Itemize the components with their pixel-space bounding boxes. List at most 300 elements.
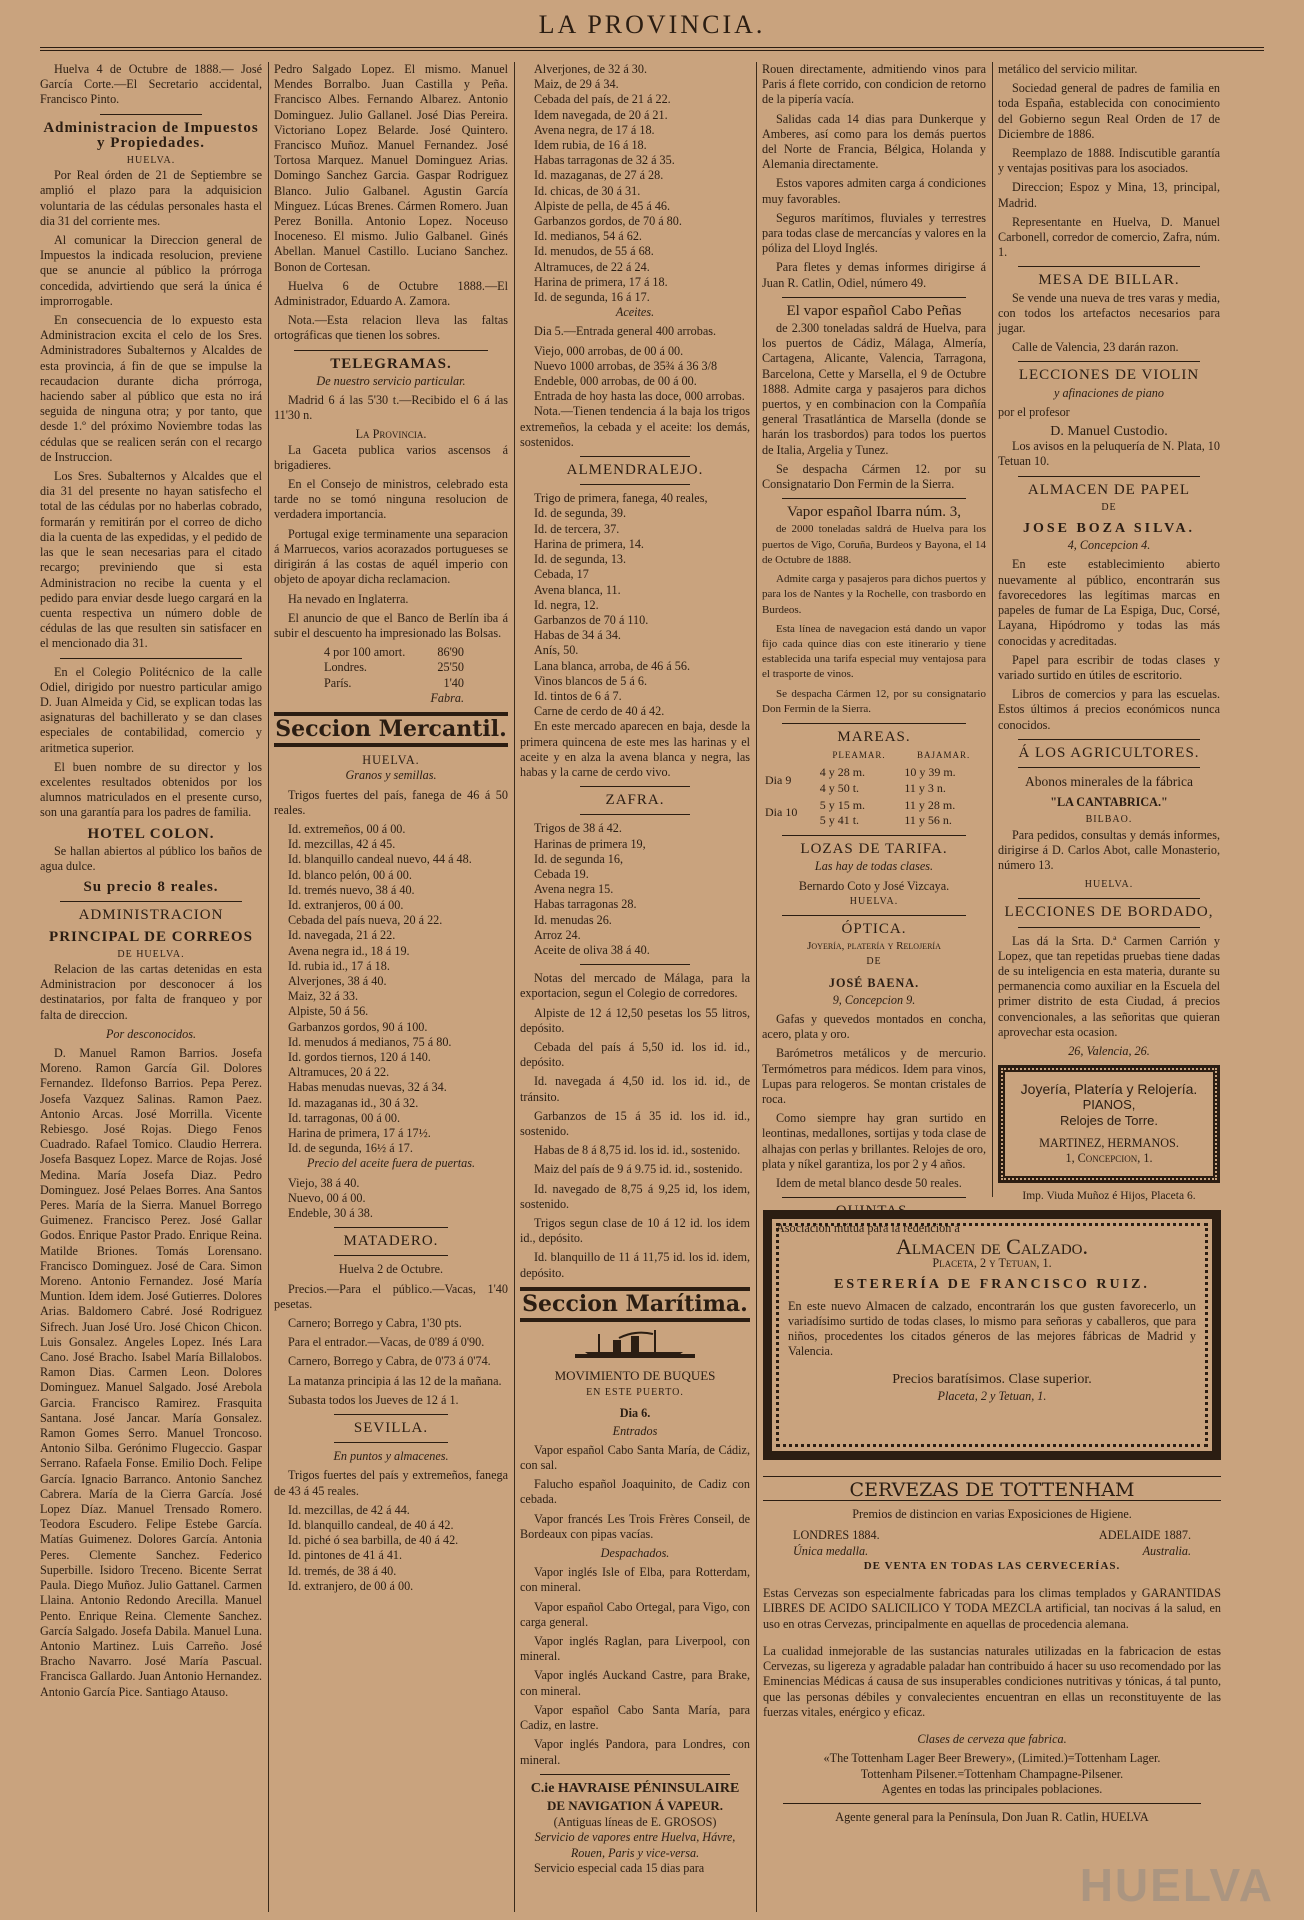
correos-paragraph: Relacion de las cartas detenidas en esta Administracion por desconocer á los destinatarios, por falta de franqueo y por falta de direccion. (40, 961, 262, 1022)
rule (1018, 927, 1200, 928)
pleamar-header: PLEAMAR. (832, 750, 886, 761)
joyeria-line: PIANOS, (1082, 1097, 1136, 1113)
despachado-item: Vapor inglés Isle of Elba, para Rotterdam, con mineral. (520, 1565, 750, 1595)
despachado-item: Vapor inglés Raglan, para Liverpool, con mineral. (520, 1634, 750, 1664)
rule (334, 1227, 448, 1228)
mercantil-item: Id. menudos á medianos, 75 á 80. (288, 1034, 452, 1049)
havraise-text: Para fletes y demas informes dirigirse á Juan R. Catlin, Odiel, número 49. (762, 260, 986, 290)
column-3 (520, 62, 750, 1912)
billar-title: MESA DE BILLAR. (1038, 272, 1180, 289)
rule (294, 350, 488, 351)
colegio-text: En el Colegio Politécnico de la calle Odiel, dirigido por nuestro particular amigo D. Juan Almeida y Cid, se explican todas las asignaturas del bachillerato y se dan clases especiales de contabilidad, comercio y aritmetica superior. (40, 664, 262, 755)
papel-title: ALMACEN DE PAPEL (1027, 481, 1191, 498)
agricultores-city: BILBAO. (1085, 814, 1133, 826)
malaga-list (520, 1006, 750, 1281)
despachado-item: Vapor inglés Pandora, para Londres, con mineral. (520, 1737, 750, 1767)
rule (1018, 476, 1200, 477)
rule (60, 658, 242, 659)
market-item: Id. menudos, de 55 á 68. (534, 244, 654, 259)
cervezas-title: CERVEZAS DE TOTTENHAM (849, 1479, 1135, 1501)
rule (580, 456, 690, 457)
market-item: Harina de primera, 17 á 18. (534, 274, 668, 289)
cervezas-clases: Clases de cerveza que fabrica. (917, 1732, 1067, 1747)
almendralejo-item: Garbanzos de 70 á 110. (534, 612, 649, 627)
correos-sub2: Por desconocidos. (105, 1026, 197, 1041)
cervezas-londres: LONDRES 1884. (793, 1528, 880, 1543)
malaga-item: Maiz del país de 9 á 9.75 id. id., sostenido. (534, 1162, 743, 1177)
ibarra-text: Admite carga y pasajeros para dichos puertos y para los de Nantes y la Rochelle, con trasbordo en Burdeos. (762, 573, 986, 616)
rule (60, 901, 242, 902)
almendralejo-item: Lana blanca, arroba, de 46 á 56. (534, 658, 690, 673)
matadero-text: Para el entrador.—Vacas, de 0'89 á 0'90. (288, 1335, 485, 1350)
sevilla-list (274, 1503, 508, 1594)
admin-paragraph: Los Sres. Subalternos y Alcaldes que el dia 31 del presente no hayan satisfecho el total de las cédulas por no haberlas cobrado, formarán y remitirán por el correo de dicho dia la cuenta de las expedidas, y el pedido de las que le sean necesarias para el citado recargo; previniendo que si esta Administracion no recibe la cuenta y el pedido para enviar desde luego cargará en la cuenta respectiva un número doble de cédulas de las que resulten sin satisfacer en el mencionado dia 31. (40, 469, 262, 651)
rule (540, 1774, 730, 1775)
agricultores-text: Abonos minerales de la fábrica (1025, 773, 1193, 789)
entrada-item: Falucho español Joaquinito, de Cadiz con cebada. (520, 1477, 750, 1507)
zafra-item: Avena negra 15. (534, 882, 614, 897)
calzado-text: En este nuevo Almacen de calzado, encontrarán los que gusten favorecerlo, un variadísimo surtido de todas clases, lo mismo para señoras y caballeros, que para niños, procedentes los citados géneros de las mejores fábricas de Madrid y Valencia. (788, 1298, 1196, 1359)
mareas-time: 4 y 28 m. (819, 765, 866, 780)
market-item: Alpiste de pella, de 45 á 46. (534, 198, 671, 213)
cabo-penas-title: El vapor español Cabo Peñas (786, 302, 962, 319)
malaga-item: Garbanzos de 15 á 35 id. los id. id., sostenido. (520, 1108, 750, 1138)
rule (100, 114, 202, 115)
papel-text: Libros de comercios y para las escuelas. Estos últimos á precios económicos nunca conocidos. (998, 687, 1220, 732)
optica-address: 9, Concepcion 9. (832, 992, 916, 1007)
cervezas-adelaide: ADELAIDE 1887. (1098, 1528, 1191, 1543)
mercantil-item: Habas menudas nuevas, 32 á 34. (288, 1080, 447, 1095)
zafra-item: Aceite de oliva 38 á 40. (534, 942, 650, 957)
papel-address: 4, Concepcion 4. (1067, 538, 1151, 553)
bordado-address: 26, Valencia, 26. (1068, 1043, 1150, 1058)
masthead: LA PROVINCIA. (538, 10, 766, 39)
mareas-header (762, 747, 986, 764)
quintas-text: Representante en Huelva, D. Manuel Carbonell, corredor de comercio, Zafra, núm. 1. (998, 214, 1220, 260)
sevilla-intro: Trigos fuertes del país y extremeños, fanega de 43 á 45 reales. (274, 1468, 508, 1498)
aceites-sub: Aceites. (615, 305, 655, 320)
rule (1018, 739, 1200, 740)
mercantil-sub2: Granos y semillas. (345, 768, 437, 783)
mercantil-item: Cebada del país nueva, 20 á 22. (288, 913, 443, 928)
papel-name: JOSE BOZA SILVA. (1022, 521, 1196, 537)
calzado-address: Placeta, 2 y Tetuan, 1. (932, 1256, 1052, 1271)
bolsa-row (324, 660, 464, 675)
despachado-item: Vapor español Cabo Ortegal, para Vigo, con carga general. (520, 1599, 750, 1629)
joyeria-address: 1, Concepcion, 1. (1065, 1150, 1153, 1165)
violin-text: Los avisos en la peluquería de N. Plata, 10 Tetuan 10. (998, 439, 1220, 469)
violin-text: por el profesor (998, 404, 1070, 419)
malaga-text: Notas del mercado de Málaga, para la exportacion, segun el Colegio de corredores. (520, 971, 750, 1001)
mareas-pleamar (817, 797, 902, 829)
hotel-price: Su precio 8 reales. (83, 879, 219, 896)
malaga-item: Trigos segun clase de 10 á 12 id. los idem id., depósito. (520, 1216, 750, 1246)
telegram-text: El anuncio de que el Banco de Berlín iba á subir el descuento ha impresionado las Bolsas. (274, 610, 508, 640)
hotel-title: HOTEL COLON. (87, 825, 215, 842)
ibarra-text: Se despacha Cármen 12, por su consignatario Don Fermin de la Sierra. (762, 687, 986, 715)
rule (580, 964, 690, 965)
malaga-item: Id. navegado de 8,75 á 9,25 id, los idem, sostenido. (520, 1181, 750, 1211)
mareas-time: 10 y 39 m. (904, 765, 956, 780)
column-4 (762, 62, 986, 1236)
rule (334, 1442, 448, 1443)
admin-note: Nota.—Esta relacion lleva las faltas ortográficas que tienen los sobres. (274, 313, 508, 343)
cervezas-awards (763, 1544, 1221, 1559)
market-item: Id. chicas, de 30 á 31. (534, 183, 641, 198)
calzado-title: Almacen de Calzado. (895, 1234, 1089, 1259)
aceite-item: Nuevo, 00 á 00. (288, 1190, 366, 1205)
bolsa-value: 86'90 (437, 645, 464, 660)
bordado-title: LECCIONES DE BORDADO, (1004, 904, 1214, 921)
mercantil-item: Id. mezcillas, 42 á 45. (288, 837, 396, 852)
quintas-text: Reemplazo de 1888. Indiscutible garantía y ventajas positivas para los asociados. (998, 146, 1220, 176)
mareas-bajamar (901, 764, 986, 796)
aceite-sub: Precio del aceite fuera de puertas. (306, 1156, 476, 1171)
cervezas-text: Estas Cervezas son especialmente fabricadas para los climas templados y GARANTIDAS LIBRES DE ACIDO SALICILICO Y TODA MEZCLA artificial, tan nocivas á la salud, en uso en otras Cervezas, principalmente en aquellas de procedencia alemana. (763, 1586, 1221, 1631)
admin-sub: HUELVA. (126, 155, 176, 167)
bolsa-row (324, 676, 464, 691)
rule (334, 1414, 448, 1415)
mercantil-intro: Trigos fuertes del país, fanega de 46 á 50 reales. (274, 787, 508, 817)
bolsa-row (324, 645, 464, 660)
cabo-penas-text: Se despacha Cármen 12. por su Consignatario Don Fermin de la Sierra. (762, 461, 986, 492)
mercantil-item: Id. blanco pelón, 00 á 00. (288, 867, 412, 882)
mercantil-item: Alverjones, 38 á 40. (288, 973, 387, 988)
cervezas-text: La cualidad inmejorable de las sustancias naturales utilizadas en la fabricacion de estas Cervezas, su ligereza y agradable paladar han contribuido á hacer su uso recomendado por las Eminencias Médicas á causa de sus insuperables condiciones nutritivas y tónicas, á tal punto, que las personas débiles y convalecientes encuentran en ellas un reconstituyente de las fuerzas vitales, enérgico y eficaz. (763, 1644, 1221, 1719)
matadero-text: La matanza principia á las 12 de la mañana. (288, 1373, 502, 1388)
almendralejo-item: Vinos blancos de 5 á 6. (534, 673, 647, 688)
zafra-title: ZAFRA. (605, 792, 665, 809)
sevilla-item: Id. blanquillo candeal, de 40 á 42. (288, 1518, 454, 1533)
market-item: Id. medianos, 54 á 62. (534, 229, 642, 244)
cervezas-venta: DE VENTA EN TODAS LAS CERVECERÍAS. (863, 1559, 1121, 1572)
almendralejo-item: Harina de primera, 14. (534, 536, 644, 551)
market-item: Habas tarragonas de 32 á 35. (534, 153, 675, 168)
cervezas-unica: Única medalla. (793, 1543, 869, 1558)
rule (763, 1476, 1221, 1477)
zafra-item: Trigos de 38 á 42. (534, 821, 622, 836)
market-item: Id. de segunda, 16 á 17. (534, 290, 650, 305)
malaga-item: Cebada del país á 5,50 id. los id. id., depósito. (520, 1039, 750, 1070)
imprenta: Imp. Viuda Muñoz é Hijos, Placeta 6. (1022, 1190, 1196, 1203)
market-item: Cebada del país, de 21 á 22. (534, 92, 671, 107)
admin-paragraph: Al comunicar la Direccion general de Impuestos la indicada resolucion, previene que se anuncie al público la prórroga concedida, advirtiendo que será la única é improrrogable. (40, 233, 262, 308)
market-item: Alverjones, de 32 á 30. (534, 62, 648, 76)
masthead-rule (40, 47, 1264, 51)
mercantil-item: Harina de primera, 17 á 17½. (288, 1126, 431, 1140)
papel-de: DE (1101, 501, 1117, 513)
mercantil-item: Maiz, 32 á 33. (288, 989, 359, 1004)
almendralejo-item: Trigo de primera, fanega, 40 reales, (534, 491, 708, 506)
agricultores-city: HUELVA. (1084, 879, 1134, 891)
ibarra-text: Esta línea de navegacion está dando un vapor fijo cada quince dias con este itinerario y tiene establecida una tarifa especial muy ventajosa para el trasporte de vinos. (762, 622, 986, 681)
agricultores-name: "LA CANTABRICA." (1050, 795, 1168, 810)
calzado-precios: Precios baratísimos. Clase superior. (892, 1371, 1092, 1387)
admin-title: Administracion de Impuestos y Propiedades. (43, 119, 259, 151)
market-item: Altramuces, de 22 á 24. (534, 259, 650, 274)
entradas-label: Entrados (612, 1423, 658, 1438)
cervezas-ad (763, 1476, 1221, 1906)
optica-text: Idem de metal blanco desde 50 reales. (776, 1176, 962, 1190)
ibarra-text: de 2000 toneladas saldrá de Huelva para los puertos de Vigo, Coruña, Burdeos y Bayona, el 14 de Octubre de 1888. (762, 523, 986, 566)
mareas-time: 11 y 3 n. (904, 780, 946, 795)
ibarra-title: Vapor español Ibarra núm. 3, (786, 504, 962, 521)
calzado-name: ESTERERÍA DE FRANCISCO RUIZ. (834, 1277, 1150, 1293)
entradas-list (520, 1443, 750, 1542)
bolsa-table (274, 645, 508, 706)
bordado-text: Las dá la Srta. D.ª Carmen Carrión y Lopez, que tan repetidas pruebas tiene dadas de su inteligencia en esta materia, durante su permanencia como auxiliar en la Escuela del primer distrito de esta Ciudad, á precios convencionales, a las señoritas que quieran aprovechar esta ocasion. (998, 933, 1220, 1039)
mercantil-item: Id. tremés nuevo, 38 á 40. (288, 882, 415, 897)
rule (782, 498, 966, 499)
matadero-text: Huelva 2 de Octubre. (338, 1262, 444, 1277)
aceite-item: Viejo, 38 á 40. (288, 1175, 360, 1190)
joyeria-line: Relojes de Torre. (1059, 1112, 1159, 1128)
colegio-text: El buen nombre de su director y los excelentes resultados obtenidos por los alumnos matriculados en el presente curso, son una garantía para los padres de familia. (40, 759, 262, 820)
malaga-item: Habas de 8 á 8,75 id. los id. id., sostenido. (534, 1143, 741, 1158)
joyeria-name: MARTINEZ, HERMANOS. (1039, 1135, 1179, 1150)
telegram-text: Madrid 6 á las 5'30 t.—Recibido el 6 á las 11'30 n. (274, 393, 508, 423)
rule (334, 1255, 448, 1256)
intro-text: Huelva 4 de Octubre de 1888.— José García Corte.—El Secretario accidental, Francisco Pinto. (40, 62, 262, 107)
admin-paragraph: En consecuencia de lo expuesto esta Administracion excita el celo de los Sres. Administradores Subalternos y Alcaldes de esta provincia, á fin de que se impulse la recaudacion durante dicha prórroga, haciendo saber al público que esta no irá seguida de ninguna otra; y por tanto, que desde 1.º del próximo Noviembre todas las cédulas que se realicen serán con el recargo de Instruccion. (40, 313, 262, 464)
despachados-list (520, 1565, 750, 1767)
mareas-time: 11 y 56 n. (904, 812, 952, 827)
column-2 (274, 62, 508, 1912)
column-divider (756, 62, 757, 1912)
optica-sub: Joyería, platería y Relojería (807, 940, 941, 953)
quintas-title: QUINTAS. (835, 1203, 913, 1220)
quintas-text: Asociacion mútua para la redencion á (776, 1221, 960, 1236)
telegramas-title: TELEGRAMAS. (330, 355, 452, 372)
rule (1018, 898, 1200, 899)
mareas-time: 5 y 15 m. (819, 797, 866, 812)
bajamar-header: BAJAMAR. (917, 750, 971, 761)
entrada-item: Vapor español Cabo Santa María, de Cádiz, con sal. (520, 1442, 750, 1473)
maritima-title: Seccion Marítima. (522, 1290, 748, 1317)
violin-sub: y afinaciones de piano (1053, 385, 1164, 400)
almendralejo-item: Anís, 50. (534, 643, 579, 658)
mercantil-item: Id. blanquillo candeal nuevo, 44 á 48. (288, 852, 472, 867)
despachados-label: Despachados. (600, 1546, 670, 1561)
market-item: Garbanzos gordos, de 70 á 80. (534, 214, 682, 229)
zafra-item: Arroz 24. (534, 927, 581, 942)
havraise-text: Salidas cada 14 dias para Dunkerque y Amberes, así como para los demás puertos del Norte de Francia, Bélgica, Holanda y Alemania directamente. (762, 111, 986, 172)
billar-text: Calle de Valencia, 23 darán razon. (1012, 340, 1179, 355)
cervezas-line: Agentes en todas las principales poblaciones. (881, 1781, 1103, 1796)
cabo-penas-text: de 2.300 toneladas saldrá de Huelva, para los puertos de Cádiz, Málaga, Almería, Cartagena, Alicante, Valencia, Tarragona, Barcelona, Cette y Marsella, el 9 de Octubre 1888. Admite carga y pasajeros para dichos puertos, y en combinacion con la Compañía general Trasatlántica de Marsella (donde se harán los trasbordos) para todos los puertos de Italia, Argelia y Tunez. (762, 321, 986, 457)
cervezas-line: «The Tottenham Lager Beer Brewery», (Limited.)=Tottenham Lager. (823, 1751, 1161, 1766)
havraise-text: Servicio de vapores entre Huelva, Hávre, Rouen, Paris y vice-versa. (534, 1830, 736, 1860)
movimiento-title: MOVIMIENTO DE BUQUES (554, 1368, 716, 1384)
mercantil-title: Seccion Mercantil. (275, 715, 507, 742)
mareas-title: MAREAS. (837, 728, 911, 745)
mareas-bajamar (901, 797, 986, 829)
joyeria-title: Joyería, Platería y Relojería. (1020, 1081, 1198, 1098)
entrada-item: Vapor francés Les Trois Frères Conseil, de Bordeaux con pipas vacías. (520, 1511, 750, 1541)
mercantil-list (274, 822, 508, 1156)
admin-paragraph: Por Real órden de 21 de Septiembre se amplió el plazo para la adquisicion voluntaria de las cédulas personales hasta el dia 31 del corriente mes. (40, 168, 262, 228)
mareas-time: 11 y 28 m. (904, 797, 956, 812)
rule (520, 1318, 750, 1322)
mareas-dia: Dia 10 (765, 805, 798, 820)
matadero-text: Carnero, Borrego y Cabra, de 0'73 á 0'74. (288, 1354, 491, 1369)
malaga-item: Alpiste de 12 á 12,50 pesetas los 55 litros, depósito. (520, 1005, 750, 1035)
aceites-note: Nota.—Tienen tendencia á la baja los trigos extremeños, la cebada y el aceite: los demás, sostenidos. (520, 404, 750, 449)
sevilla-item: Id. mezcillas, de 42 á 44. (288, 1502, 410, 1517)
matadero-text: Carnero; Borrego y Cabra, 1'30 pts. (288, 1316, 462, 1331)
zafra-item: Habas tarragonas 28. (534, 897, 637, 912)
rule (1018, 767, 1200, 768)
havraise-title: C.ie HAVRAISE PÉNINSULAIRE (530, 1780, 740, 1796)
havraise-text: Estos vapores admiten carga á condiciones muy favorables. (762, 176, 986, 206)
almendralejo-list (520, 491, 750, 719)
mercantil-item: Altramuces, 20 á 22. (288, 1065, 390, 1080)
bolsa-label: París. (324, 675, 352, 690)
despachado-item: Vapor inglés Auckand Castre, para Brake, con mineral. (520, 1668, 750, 1698)
sevilla-item: Id. pintones de 41 á 41. (288, 1548, 403, 1563)
name-list: Pedro Salgado Lopez. El mismo. Manuel Mendes Borralbo. Juan Castilla y Peña. Francisco Albes. Fernando Albarez. Antonio Dominguez. Julio Gallanel. José Dias Pereira. Victoriano Lopez Belarde. José Quintero. Francisco Muñoz. Manuel Fernandez. José Tortosa Marquez. Manuel Dominguez Arias. Domingo Sanchez Garcia. Gaspar Rodriguez Blanco. Julio Galbanel. Agustin García Minguez. Lúcas Brenes. Cármen Romero. Juan Perez Bonilla. Antonio Lopez. Noceuso Inoceneso. El mismo. Julio Galbanel. Ginés Abellan. Manuel Castillo. Luciano Sanchez. Bonon de Cortesan. (274, 62, 508, 274)
aceites-item: Viejo, 000 arrobas, de 00 á 00. (534, 343, 684, 358)
sevilla-item: Id. piché ó sea barbilla, de 40 á 42. (288, 1533, 459, 1548)
rule (782, 835, 966, 836)
rule (580, 814, 690, 815)
zafra-item: Harinas de primera 19, (534, 836, 646, 851)
column-divider (268, 62, 269, 1912)
watermark-logo: HUELVA (1079, 1859, 1274, 1911)
optica-text: Barómetros metálicos y de mercurio. Termómetros para médicos. Idem para vinos, Lupas para relogeros. Se montan cristales de roca. (762, 1046, 986, 1106)
optica-de: DE (866, 956, 882, 968)
telegram-text: En el Consejo de ministros, celebrado esta tarde no se tomó ninguna resolucion de verdadera importancia. (274, 477, 508, 522)
billar-text: Se vende una nueva de tres varas y media, con todos los artefactos necesarios para jugar. (998, 290, 1220, 336)
optica-text: Gafas y quevedos montados en concha, acero, plata y oro. (762, 1011, 986, 1042)
mercantil-item: Alpiste, 50 á 56. (288, 1004, 369, 1019)
sevilla-sub: En puntos y almacenes. (333, 1449, 449, 1464)
violin-name: D. Manuel Custodio. (1050, 424, 1168, 440)
cervezas-agente: Agente general para la Península, Don Juan R. Catlin, HUELVA (835, 1810, 1149, 1825)
mercantil-item: Id. de segunda, 16½ á 17. (288, 1141, 413, 1156)
mareas-row (762, 764, 986, 796)
zafra-item: Cebada 19. (534, 866, 589, 881)
almendralejo-item: Habas de 34 á 34. (534, 628, 621, 643)
papel-text: Papel para escribir de todas clases y variado surtido en útiles de escritorio. (998, 652, 1220, 682)
mercantil-item: Id. gordos tiernos, 120 á 140. (288, 1049, 431, 1064)
sevilla-item: Id. extranjero, de 00 á 00. (288, 1578, 414, 1593)
aceites-item: Entrada de hoy hasta las doce, 000 arrobas. (534, 389, 745, 404)
rule (1018, 361, 1200, 362)
zafra-list (520, 821, 750, 958)
mercantil-item: Id. mazaganas id., 30 á 32. (288, 1095, 419, 1110)
telegram-text: Portugal exige terminamente una separacion á Marruecos, varios acorazados portugueses se dirigirán á las costas de aquél imperio con objeto de apoyar dicha reclamacion. (274, 526, 508, 587)
market-item: Id. mazaganas, de 27 á 28. (534, 168, 664, 183)
hotel-text: Se hallan abiertos al público los baños de agua dulce. (40, 843, 262, 873)
almendralejo-item: Id. de segunda, 39. (534, 506, 627, 521)
optica-text: Como siempre hay gran surtido en leontinas, medallones, sortijas y toda clase de alhajas con perlas y brillantes. Relojes de oro, plata y níkel garantiza, los por 2 y 4 años. (762, 1111, 986, 1171)
mercantil-item: Id. tarragonas, 00 á 00. (288, 1110, 401, 1125)
almendralejo-item: Id. de tercera, 37. (534, 521, 620, 536)
matadero-text: Precios.—Para el público.—Vacas, 1'40 pesetas. (274, 1281, 508, 1311)
correos-sub: DE HUELVA. (117, 948, 185, 960)
almendralejo-item: Id. negra, 12. (534, 597, 599, 612)
rule (1018, 266, 1200, 267)
cervezas-australia: Australia. (1142, 1543, 1191, 1558)
despachado-item: Vapor español Cabo Santa María, para Cadiz, en lastre. (520, 1702, 750, 1733)
mercantil-item: Id. extremeños, 00 á 00. (288, 821, 406, 836)
steamship-icon (575, 1328, 695, 1362)
column-divider (514, 62, 515, 1912)
almendralejo-title: ALMENDRALEJO. (566, 462, 704, 479)
market-item: Avena negra, de 17 á 18. (534, 122, 655, 137)
mercantil-item: Garbanzos gordos, 90 á 100. (288, 1019, 428, 1034)
cervezas-line: Tottenham Pilsener.=Tottenham Champagne-Pilsener. (860, 1766, 1124, 1781)
almendralejo-item: Cebada, 17 (534, 567, 589, 582)
matadero-title: MATADERO. (343, 1233, 439, 1250)
sevilla-title: SEVILLA. (353, 1420, 429, 1437)
mercantil-sub: HUELVA. (362, 753, 420, 768)
column-divider (992, 62, 993, 1197)
almendralejo-text: En este mercado aparecen en baja, desde la primera quincena de este mes las harinas y el aceite y en alza la avena blanca y negra, las habas y la carne de cerdo vivo. (520, 719, 750, 779)
telegramas-sub: De nuestro servicio particular. (316, 373, 466, 388)
aceites-text: Dia 5.—Entrada general 400 arrobas. (534, 324, 717, 339)
lozas-title: LOZAS DE TARIFA. (800, 841, 948, 858)
almendralejo-item: Id. tintos de 6 á 7. (534, 688, 622, 703)
rule (580, 484, 690, 485)
market-item: Idem rubia, de 16 á 18. (534, 138, 647, 153)
correos-list: D. Manuel Ramon Barrios. Josefa Moreno. Ramon García Gil. Dolores Fernandez. Ildefonso Barrios. Pepa Perez. Josefa Vazquez Salinas. Ramon Paez. Antonio Arcas. José Morrilla. Vicente Rebiesgo. José Rojas. Diego Fenos Cuadrado. Rafael Tomico. Claudio Herrera. Josefa Basquez Lopez. Marce de Rojas. José Medina. María Josefa Diaz. Pedro Dominguez. José Pelaes Borres. Ana Santos Peres. María de la Sierra. Manuel Borrego Guimenez. Francisco Perez. José Gallar Godos. Enrique Pastor Prado. Enrique Reina. Matilde Briones. Tomás Lorensano. Francisco Dominguez. José de Cara. Simon Moreno. Antonio Fernandez. José María Muntion. Idem idem. José Gutierres. Dolores Arias. Baldomero Cabré. José Rodriguez Sifrech. Juan José Uro. José Chicon Chicon. Luis Gonsalez. Angeles Lopez. Inés Lara Cano. José Bracho. Isabel María Billalobos. Ramon Dias. Carmen Leon. Dolores Dominguez. Manuel Salgado. José Arebola Garcia. Francisco Ramirez. Frasquita Santana. José Jancar. María Gonsalez. Ramon Gomes Serro. Manuel Troncoso. Antonio Silba. Gerónimo Flugeccio. Gaspar Serrano. Rafaela Fonse. Emilio Doch. Felipe García. Ignacio Barranco. Antonio Sanchez Cabrera. María de la Cierra García. José Lopez Díaz. Manuel Trensado Romero. Teodora Escudero. Felipe Estebe García. Matías Guimenez. Dolores García. Antonia Peres. Clemente Sanchez. Federico Superbille. Isidoro Treceno. Bicente Serrat Paula. Diego Muñoz. Julio Gattanel. Carmen Llaina. Antonio Redondo Arecilla. Manuel Pento. Enrique Reina. Clemente Sanchez. García Salgado. Josefa Dabila. Manuel Luna. Antonio Martinez. Luis Carreño. José Bracho Navarro. José María Pascual. Francisca Gallardo. Juan Antonio Hernandez. Antonio García Pice. Santiago Atauso. (40, 1045, 263, 1699)
mareas-time: 4 y 50 t. (819, 780, 860, 795)
calzado-address: Placeta, 2 y Tetuan, 1. (937, 1388, 1047, 1403)
cervezas-awards (763, 1522, 1221, 1543)
market-list (520, 62, 750, 305)
rule (783, 1803, 1201, 1804)
almendralejo-item: Id. de segunda, 13. (534, 552, 627, 567)
optica-title: ÓPTICA. (841, 920, 907, 937)
havraise-sub: (Antiguas líneas de E. GROSOS) (553, 1815, 717, 1830)
calzado-ad (763, 1210, 1221, 1460)
havraise-title: DE NAVIGATION Á VAPEUR. (546, 1797, 723, 1813)
mercantil-item: Id. navegada, 21 á 22. (288, 928, 396, 943)
telegram-signature: La Provincia. (355, 427, 427, 442)
bolsa-label: 4 por 100 amort. (324, 645, 406, 660)
matadero-text: Subasta todos los Jueves de 12 á 1. (288, 1392, 459, 1407)
aceite-list (274, 1176, 508, 1222)
optica-name: JOSÉ BAENA. (828, 975, 920, 990)
zafra-item: Id. de segunda 16, (534, 851, 624, 866)
bolsa-value: 25'50 (437, 660, 464, 675)
quintas-text: Sociedad general de padres de familia en toda España, establecida con conocimiento del Gobierno segun Real Orden de 17 de Diciembre de 1886. (998, 81, 1220, 141)
correos-title: PRINCIPAL DE CORREOS (49, 928, 253, 945)
cervezas-premios: Premios de distincion en varias Exposiciones de Higiene. (852, 1507, 1132, 1522)
violin-title: LECCIONES DE VIOLIN (1018, 367, 1200, 384)
aceites-list (520, 344, 750, 405)
rule (782, 723, 966, 724)
aceites-item: Endeble, 000 arrobas, de 00 á 00. (534, 374, 697, 389)
sevilla-item: Id. tremés, de 38 á 40. (288, 1563, 397, 1578)
market-item: Idem navegada, de 20 á 21. (534, 107, 668, 122)
dia-label: Dia 6. (619, 1406, 651, 1421)
lozas-sub: Las hay de todas clases. (814, 859, 934, 874)
telegram-text: Ha nevado en Inglaterra. (288, 591, 409, 606)
quintas-text: Direccion; Espoz y Mina, 13, principal, Madrid. (998, 180, 1220, 210)
telegram-text: La Gaceta publica varios ascensos á brigadieres. (274, 442, 508, 472)
market-item: Maiz, de 29 á 34. (534, 77, 619, 92)
mareas-table (762, 747, 986, 829)
havraise-text: Seguros marítimos, fluviales y terrestres para todas clase de mercancías y valores en la póliza del Lloyd Inglés. (762, 210, 986, 256)
rule (782, 1197, 966, 1198)
column-5 (998, 62, 1220, 1203)
aceites-item: Nuevo 1000 arrobas, de 35¾ á 36 3/8 (534, 358, 718, 373)
havraise-text: Servicio especial cada 15 dias para (534, 1860, 705, 1875)
rule (580, 786, 690, 787)
